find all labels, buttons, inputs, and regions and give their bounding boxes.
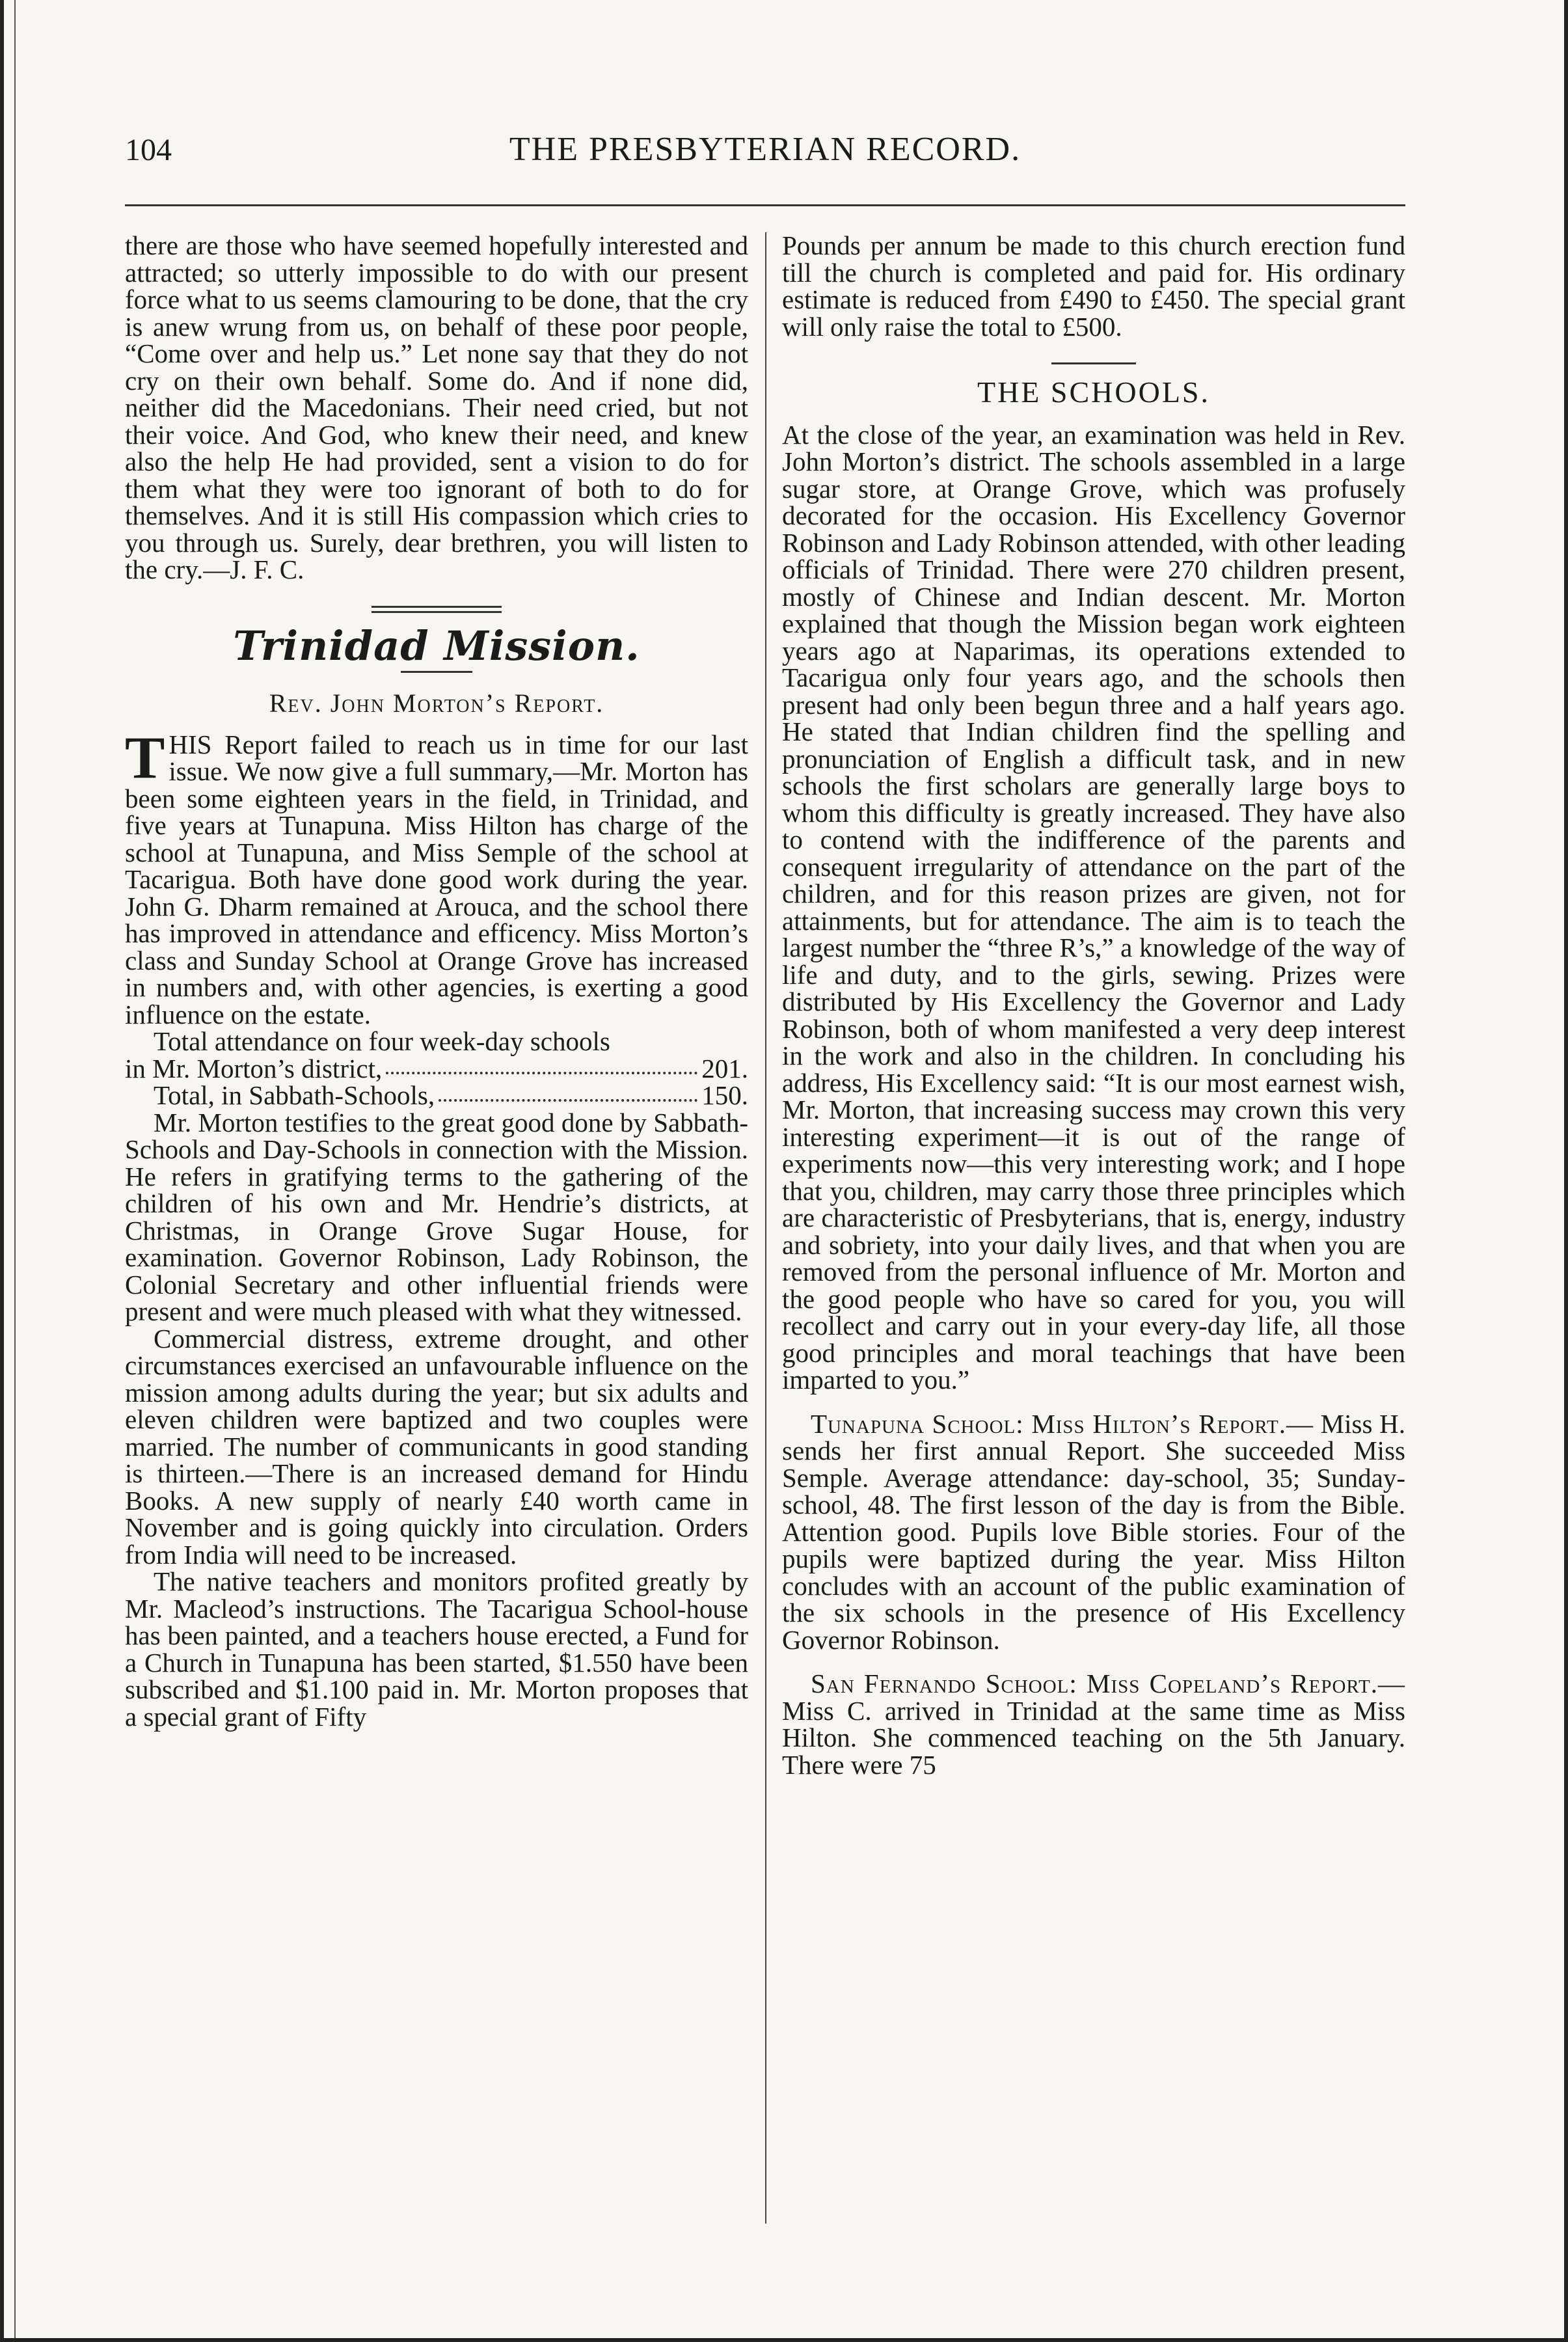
- san-fernando-report-paragraph: [782, 1670, 1405, 1778]
- section-divider: [372, 606, 502, 613]
- tunapuna-text: Miss H. sends her first annual Report. She succeeded Miss Semple. Average attendance: day-school, 35; Sunday-school, 48. The first lesson of the day is from the Bible. Attention good. Pupils love Bible stories. Four of the pupils were baptized during the year. Miss Hilton concludes with an account of the public examination of the six schools in the presence of His Excellency Governor Robinson.: [782, 1408, 1405, 1655]
- tunapuna-heading: Tunapuna School: Miss Hilton’s Report.—: [811, 1408, 1314, 1439]
- attendance-label: in Mr. Morton’s district,: [125, 1053, 383, 1083]
- running-title: THE PRESBYTERIAN RECORD.: [509, 131, 1021, 168]
- section-divider: [1051, 362, 1136, 364]
- attendance-value: 201.: [701, 1053, 748, 1083]
- journal-page: [125, 130, 1405, 2239]
- column-divider: [765, 232, 766, 2224]
- san-fernando-heading: San Fernando School: Miss Copeland’s Report.—: [811, 1668, 1405, 1698]
- native-teachers-paragraph: The native teachers and monitors profited greatly by Mr. Macleod’s instructions. The Tacarigua School-house has been painted, and a teachers house erected, a Fund for a Church in Tunapuna has been started, $1.550 have been subscribed and $1.100 paid in. Mr. Morton proposes that a special grant of Fifty: [125, 1566, 748, 1732]
- section-title-trinidad-mission: Trinidad Mission.: [233, 621, 640, 670]
- right-column: [770, 232, 1405, 2224]
- title-rule: [401, 671, 472, 673]
- report-opening-paragraph: [125, 724, 748, 1029]
- section-title-the-schools: THE SCHOOLS.: [977, 375, 1211, 409]
- tunapuna-report-paragraph: [782, 1408, 1405, 1655]
- sabbath-schools-paragraph: Mr. Morton testifies to the great good done by Sabbath-Schools and Day-Schools in connection with the Mission. He refers in gratifying terms to the gathering of the children of his own and Mr. Hendrie’s districts, at Christmas, in Orange Grove Sugar House, for examination. Governor Robinson, Lady Robinson, the Colonial Secretary and other influential friends were present and were much pleased with what they witnessed.: [125, 1107, 748, 1326]
- schools-paragraph: At the close of the year, an examination was held in Rev. John Morton’s district. The schools assembled in a large sugar store, at Orange Grove, which was profusely decorated for the occasion. His Excellency Governor Robinson and Lady Robinson attended, with other leading officials of Trinidad. There were 270 children present, mostly of Chinese and Indian descent. Mr. Morton explained that though the Mission began work eighteen years ago at Naparimas, its operations extended to Tacarigua only four years ago, and the schools then present had only been begun three and a half years ago. He stated that Indian children find the spelling and pronunciation of English a difficult task, and in new schools the first scholars are generally large boys to whom this difficulty is greatly increased. They have also to contend with the indifference of the parents and consequent irregularity of attendance on the part of the children, and for this reason prizes are given, not for attainments, but for attendance. The aim is to teach the largest number the “three R’s,” a knowledge of the way of life and duty, and to the girls, sewing. Prizes were distributed by His Excellency the Governor and Lady Robinson, both of whom manifested a very deep interest in the work and also in the children. In concluding his address, His Excellency said: “It is our most earnest wish, Mr. Morton, that increasing success may crown this very interesting experiment—it is out of the range of experiments now—this very interesting work; and I hope that you, children, may carry those three principles which are characteristic of Presbyterians, that is, energy, industry and sobriety, into your daily lives, and that when you are removed from the personal influence of Mr. Morton and the good people who have so cared for you, you will recollect and carry out in your every-day life, all those good principles and moral teachings that have been imparted to you.”: [782, 419, 1405, 1395]
- intro-paragraph: there are those who have seemed hopefully interested and attracted; so utterly impossible to do with our present force what to us seems clamouring to be done, that the cry is anew wrung from us, on behalf of these poor people, “Come over and help us.” Let none say that they do not cry on their own behalf. Some do. And if none did, neither did the Macedonians. Their need cried, but not their voice. And God, who knew their need, and knew also the help He had provided, sent a vision to do for them what they were too ignorant of both to do for themselves. And it is still His compassion which cries to you through us. Surely, dear brethren, you will listen to the cry.—J. F. C.: [125, 230, 748, 584]
- page-number: 104: [125, 133, 172, 167]
- two-column-body: [125, 232, 1405, 2224]
- attendance-label: Total, in Sabbath-Schools,: [154, 1080, 435, 1110]
- report-title: Rev. John Morton’s Report.: [269, 688, 604, 718]
- attendance-line-sabbath: [125, 1082, 748, 1110]
- commercial-distress-paragraph: Commercial distress, extreme drought, and other circumstances exercised an unfavourable influence on the mission among adults during the year; but six adults and eleven children were baptized and two couples were married. The number of communicants in good standing is thirteen.—There is an increased demand for Hindu Books. A new supply of nearly £40 worth came in November and is going quickly into circulation. Orders from India will need to be increased.: [125, 1323, 748, 1570]
- left-column: [125, 232, 761, 2224]
- dot-leader: [386, 1055, 697, 1075]
- dot-leader: [439, 1082, 697, 1102]
- right-border: [1564, 0, 1568, 2342]
- attendance-value: 150.: [701, 1080, 748, 1110]
- page-header: [125, 130, 1405, 206]
- attendance-intro: Total attendance on four week-day schools: [154, 1026, 610, 1056]
- page-binding-edge: [0, 0, 39, 2342]
- report-opening-text: HIS Report failed to reach us in time for our last issue. We now give a full summary,—Mr. Morton has been some eighteen years in the field, in Trinidad, and five years at Tunapuna. Miss Hilton has charge of the school at Tunapuna, and Miss Semple of the school at Tacarigua. Both have done good work during the year. John G. Dharm remained at Arouca, and the school there has improved in attendance and efficency. Miss Morton’s class and Sunday School at Orange Grove has increased in numbers and, with other agencies, is exerting a good influence on the estate.: [125, 729, 748, 1029]
- san-fernando-text: Miss C. arrived in Trinidad at the same time as Miss Hilton. She commenced teaching on the 5th January. There were 75: [782, 1695, 1405, 1780]
- continuation-paragraph: Pounds per annum be made to this church erection fund till the church is completed and paid for. His ordinary estimate is reduced from £490 to £450. The special grant will only raise the total to £500.: [782, 230, 1405, 342]
- attendance-line-week-day: [125, 1055, 748, 1083]
- dropcap-letter: T: [125, 724, 165, 791]
- bottom-border: [0, 2338, 1568, 2342]
